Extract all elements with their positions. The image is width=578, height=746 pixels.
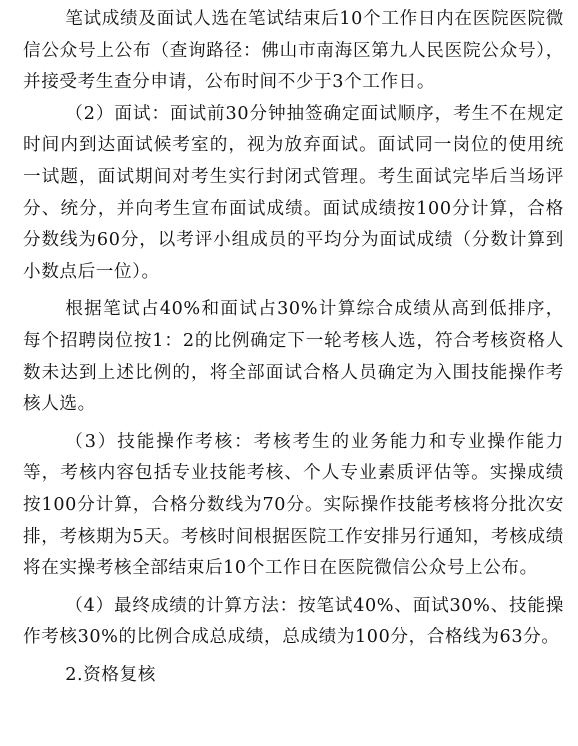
- paragraph-skill-assessment: （3）技能操作考核：考核考生的业务能力和专业操作能力等，考核内容包括专业技能考核、个人专业素质评估等。实操成绩按100分计算，合格分数线为70分。实际操作技能考核将分批次安排，考核期为5天。考核时间根据医院工作安排另行通知，考核成绩将在实操考核全部结束后10个工作日在医院微信公众号上公布。: [23, 431, 564, 579]
- paragraph-final-score: （4）最终成绩的计算方法：按笔试40%、面试30%、技能操作考核30%的比例合成总成绩，总成绩为100分，合格线为63分。: [23, 595, 564, 648]
- paragraph-interview: （2）面试：面试前30分钟抽签确定面试顺序，考生不在规定时间内到达面试候考室的，视为放弃面试。面试同一岗位的使用统一试题，面试期间对考生实行封闭式管理。考生面试完毕后当场评分、统分，并向考生宣布面试成绩。面试成绩按100分计算，合格分数线为60分，以考评小组成员的平均分为面试成绩（分数计算到小数点后一位）。: [23, 103, 564, 282]
- section-heading-qualification-review: 2.资格复核: [65, 664, 156, 685]
- paragraph-composite-score: 根据笔试占40%和面试占30%计算综合成绩从高到低排序，每个招聘岗位按1：2的比例确定下一轮考核人选，符合考核资格人数未达到上述比例的，将全部面试合格人员确定为入围技能操作考核人选。: [23, 299, 564, 415]
- paragraph-written-exam-results: 笔试成绩及面试人选在笔试结束后10个工作日内在医院医院微信公众号上公布（查询路径：佛山市南海区第九人民医院公众号），并接受考生查分申请，公布时间不少于3个工作日。: [23, 9, 564, 93]
